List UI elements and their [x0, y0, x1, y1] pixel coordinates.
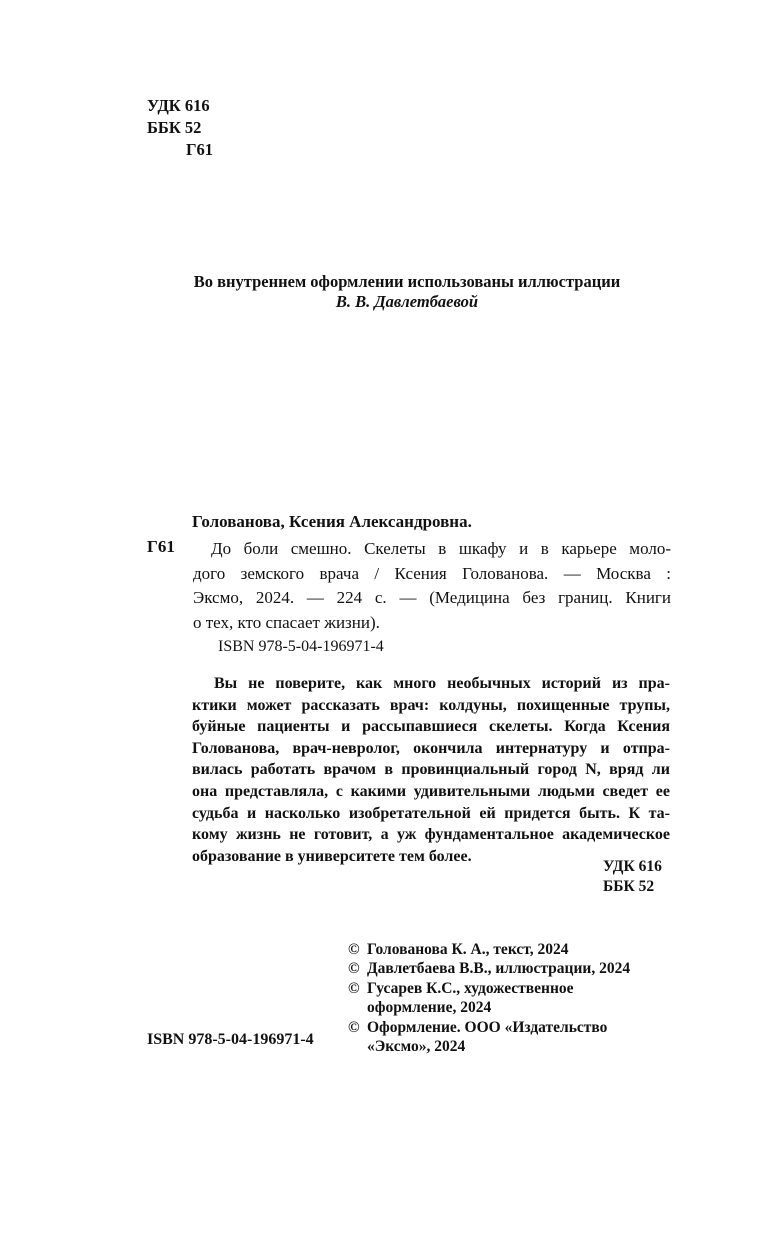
annotation-line: вилась работать врачом в провинциальный город N, вряд ли [192, 761, 670, 779]
annotation-line: судьба и насколько изобретательной ей придется быть. К та- [192, 804, 670, 822]
illustrations-note-text: Во внутреннем оформлении использованы иллюстрации [193, 272, 621, 291]
copyright-text: Голованова К. А., текст, 2024 [367, 941, 569, 958]
description-line: Эксмо, 2024. — 224 с. — (Медицина без границ. Книги [193, 588, 671, 607]
copyright-block [348, 940, 630, 1056]
author-mark: Г61 [186, 140, 213, 159]
annotation-bbk: ББК 52 [603, 878, 655, 895]
copyright-item [348, 959, 630, 978]
annotation-line: буйные пациенты и рассыпавшиеся скелеты. Когда Ксения [192, 718, 670, 736]
bbk-code: ББК 52 [147, 118, 202, 137]
annotation-line: она представляла, с какими удивительными людьми сведет ее [192, 782, 670, 800]
copyright-text: Оформление. ООО «Издательство [367, 1018, 608, 1036]
illustrations-note [0, 272, 768, 312]
description-line: До боли смешно. Скелеты в шкафу и в карьере моло- [211, 539, 671, 558]
annotation-udk: УДК 616 [603, 858, 662, 875]
annotation-line: образование в университете тем более. [192, 847, 472, 865]
copyright-icon: © [348, 941, 360, 958]
annotation-line: Голованова, врач-невролог, окончила интернатуру и отпра- [192, 739, 670, 757]
annotation-line: Вы не поверите, как много необычных историй из пра- [214, 675, 670, 692]
copyright-icon: © [348, 960, 360, 978]
bibliographic-description [193, 537, 671, 635]
isbn-record: ISBN 978-5-04-196971-4 [218, 638, 384, 655]
copyright-item [348, 940, 630, 959]
copyright-item [348, 1018, 630, 1057]
annotation-line: ктики может рассказать врач: колдуны, похищенные трупы, [192, 696, 670, 714]
copyright-item [348, 979, 630, 1018]
isbn-footer: ISBN 978-5-04-196971-4 [147, 1031, 314, 1048]
description-line: дого земского врача / Ксения Голованова. — Москва : [193, 563, 671, 583]
copyright-text: Давлетбаева В.В., иллюстрации, 2024 [367, 960, 631, 978]
annotation [192, 673, 670, 867]
description-line: о тех, кто спасает жизни). [193, 612, 380, 632]
illustrator-name: В. В. Давлетбаевой [335, 292, 479, 311]
copyright-text: Гусарев К.С., художественное [367, 979, 574, 997]
copyright-icon: © [348, 1018, 360, 1036]
udk-code: УДК 616 [147, 96, 210, 115]
copyright-icon: © [348, 979, 360, 997]
author-mark-record: Г61 [147, 537, 175, 556]
annotation-line: кому жизнь не готовит, а уж фундаментальное академическое [192, 826, 670, 844]
copyright-text: «Эксмо», 2024 [367, 1038, 466, 1056]
copyright-text: оформление, 2024 [367, 999, 492, 1017]
author-heading: Голованова, Ксения Александровна. [192, 512, 472, 531]
